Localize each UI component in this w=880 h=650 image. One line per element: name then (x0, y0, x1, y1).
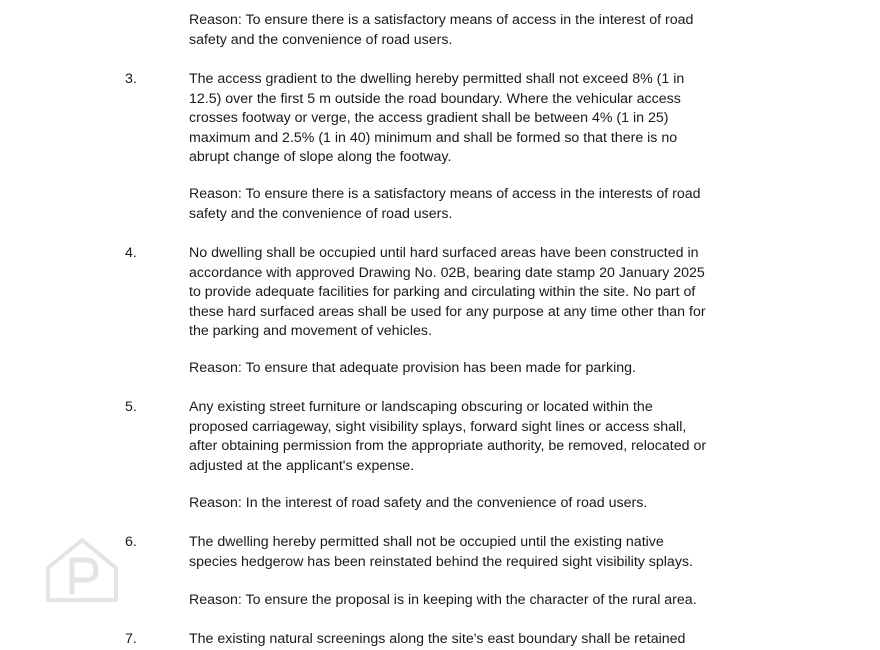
text-line: accordance with approved Drawing No. 02B, bearing date stamp 20 January 2025 (189, 264, 705, 281)
condition-number: 7. (125, 631, 137, 647)
text-line: Reason: In the interest of road safety and the convenience of road users. (189, 495, 648, 511)
text-line: species hedgerow has been reinstated behind the required sight visibility splays. (189, 553, 693, 570)
condition-number: 6. (125, 534, 137, 550)
reason-text (189, 11, 764, 50)
condition-text (189, 398, 764, 476)
condition-text (189, 533, 764, 572)
reason-text (189, 359, 764, 379)
condition-text (189, 630, 764, 650)
text-line: Any existing street furniture or landscaping obscuring or located within the (189, 399, 653, 415)
text-line: adjusted at the applicant's expense. (189, 457, 415, 474)
text-line: The access gradient to the dwelling hereby permitted shall not exceed 8% (1 in (189, 71, 685, 87)
condition-text (189, 244, 764, 342)
text-line: maximum and 2.5% (1 in 40) minimum and shall be formed so that there is no (189, 129, 678, 146)
property-logo-icon (42, 534, 122, 604)
text-line: these hard surfaced areas shall be used for any purpose at any time other than for (189, 303, 706, 320)
text-line: 12.5) over the first 5 m outside the road boundary. Where the vehicular access (189, 90, 681, 107)
text-line: to provide adequate facilities for parking and circulating within the site. No part of (189, 284, 696, 300)
condition-number: 3. (125, 71, 137, 87)
text-line: after obtaining permission from the appropriate authority, be removed, relocated or (189, 438, 707, 454)
condition-number: 5. (125, 399, 137, 415)
text-line: The dwelling hereby permitted shall not be occupied until the existing native (189, 534, 664, 550)
text-line: safety and the convenience of road users. (189, 31, 453, 48)
text-line: Reason: To ensure there is a satisfactory means of access in the interest of road (189, 12, 694, 28)
condition-number: 4. (125, 245, 137, 261)
text-line: Reason: To ensure that adequate provision has been made for parking. (189, 360, 636, 376)
reason-text (189, 494, 764, 514)
text-line: proposed carriageway, sight visibility splays, forward sight lines or access shall, (189, 418, 687, 435)
reason-text (189, 591, 764, 611)
text-line: The existing natural screenings along the site's east boundary shall be retained (189, 631, 686, 647)
text-line: Reason: To ensure there is a satisfactory means of access in the interests of road (189, 186, 701, 202)
text-line: No dwelling shall be occupied until hard surfaced areas have been constructed in (189, 245, 699, 261)
text-line: safety and the convenience of road users. (189, 205, 453, 222)
text-line: the parking and movement of vehicles. (189, 323, 432, 339)
text-line: abrupt change of slope along the footway. (189, 149, 452, 165)
text-line: Reason: To ensure the proposal is in keeping with the character of the rural area. (189, 592, 697, 608)
reason-text (189, 185, 764, 224)
text-line: crosses footway or verge, the access gradient shall be between 4% (1 in 25) (189, 110, 669, 126)
condition-text (189, 70, 764, 168)
